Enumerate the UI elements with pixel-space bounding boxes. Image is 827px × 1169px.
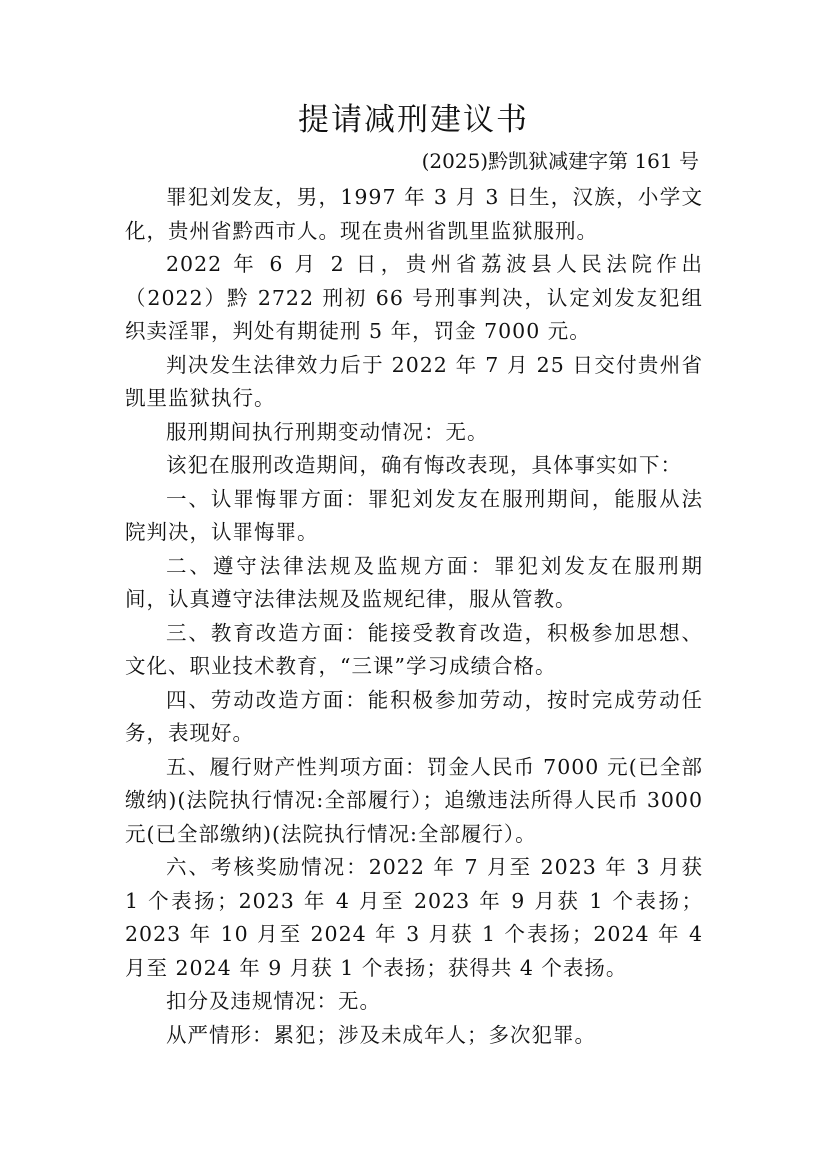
paragraph-rewards: 六、考核奖励情况：2022 年 7 月至 2023 年 3 月获 1 个表扬；2023 年 4 月至 2023 年 9 月获 1 个表扬；2023 年 10 月至 2024 年 3 月获 1 个表扬；2024 年 4 月至 2024 年 9 月获 1 个表扬；获得共 4 个表扬。 — [125, 855, 703, 980]
paragraph-execution: 判决发生法律效力后于 2022 年 7 月 25 日交付贵州省凯里监狱执行。 — [125, 352, 703, 410]
paragraph-criminal-info: 罪犯刘发友，男，1997 年 3 月 3 日生，汉族，小学文化，贵州省黔西市人。现在贵州省凯里监狱服刑。 — [125, 185, 703, 243]
document-number: (2025)黔凯狱减建字第 161 号 — [421, 149, 699, 173]
paragraph-judgment: 2022 年 6 月 2 日，贵州省荔波县人民法院作出（2022）黔 2722 刑初 66 号刑事判决，认定刘发友犯组织卖淫罪，判处有期徒刑 5 年，罚金 7000 元。 — [125, 252, 703, 343]
paragraph-strict-circumstances: 从严情形：累犯；涉及未成年人；多次犯罪。 — [166, 1022, 596, 1047]
paragraph-violations: 扣分及违规情况：无。 — [166, 989, 381, 1013]
paragraph-property: 五、履行财产性判项方面：罚金人民币 7000 元(已全部缴纳)(法院执行情况:全部履行）；追缴违法所得人民币 3000 元(已全部缴纳)(法院执行情况:全部履行）。 — [125, 754, 703, 846]
paragraph-labor: 四、劳动改造方面：能积极参加劳动，按时完成劳动任务，表现好。 — [125, 687, 703, 745]
document-title: 提请减刑建议书 — [298, 102, 529, 138]
paragraph-obey-rules: 二、遵守法律法规及监规方面：罪犯刘发友在服刑期间，认真遵守法律法规及监规纪律，服从管教。 — [125, 553, 703, 611]
paragraph-education: 三、教育改造方面：能接受教育改造，积极参加思想、文化、职业技术教育，“三课”学习成绩合格。 — [125, 620, 703, 678]
paragraph-repentance-intro: 该犯在服刑改造期间，确有悔改表现，具体事实如下： — [166, 453, 682, 477]
paragraph-admit-guilt: 一、认罪悔罪方面：罪犯刘发友在服刑期间，能服从法院判决，认罪悔罪。 — [125, 486, 703, 544]
paragraph-term-change: 服刑期间执行刑期变动情况：无。 — [166, 419, 489, 444]
document-body — [125, 181, 703, 1052]
